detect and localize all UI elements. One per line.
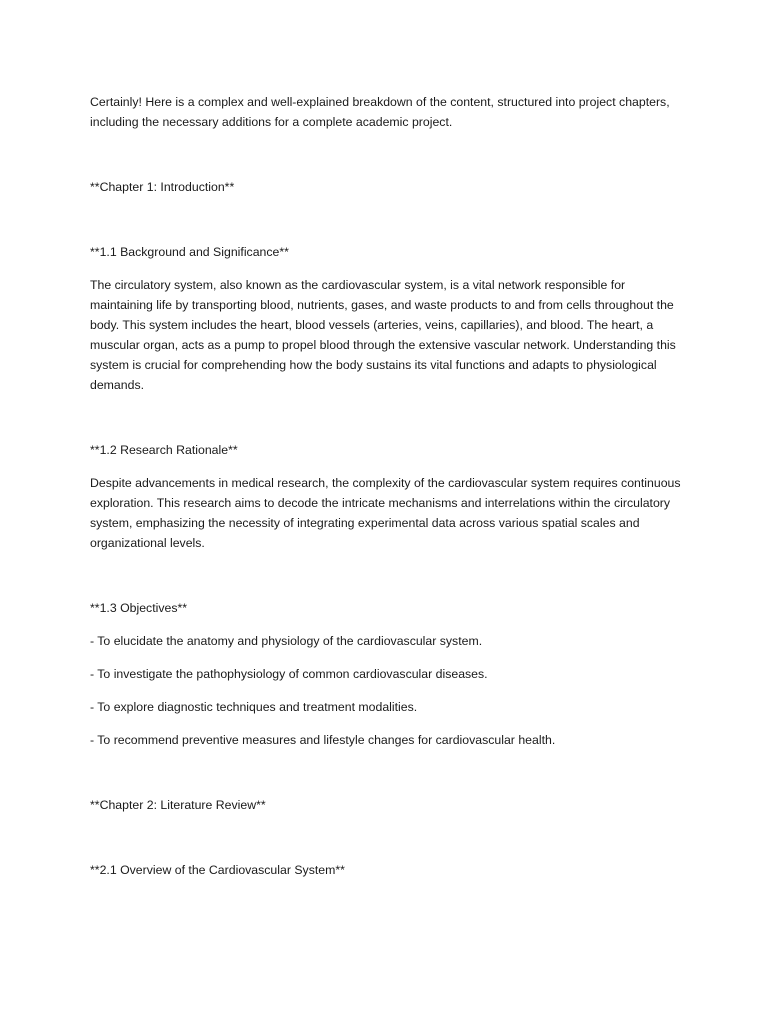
objective-item: - To explore diagnostic techniques and treatment modalities. xyxy=(90,700,418,714)
objective-item: - To recommend preventive measures and lifestyle changes for cardiovascular health. xyxy=(90,733,556,747)
section-1-2-heading: **1.2 Research Rationale** xyxy=(90,443,238,457)
section-1-3-heading: **1.3 Objectives** xyxy=(90,601,188,615)
section-1-1-heading: **1.1 Background and Significance** xyxy=(90,245,289,259)
section-1-2-body: Despite advancements in medical research, the complexity of the cardiovascular system requires continuous exploration. This research aims to decode the intricate mechanisms and interrelations within the circulatory system, emphasizing the necessity of integrating experimental data across various spatial scales and organizational levels. xyxy=(90,476,681,550)
chapter-2-heading: **Chapter 2: Literature Review** xyxy=(90,798,266,812)
intro-paragraph: Certainly! Here is a complex and well-explained breakdown of the content, structured into project chapters, including the necessary additions for a complete academic project. xyxy=(90,95,670,129)
section-1-1-body: The circulatory system, also known as the cardiovascular system, is a vital network responsible for maintaining life by transporting blood, nutrients, gases, and waste products to and from cells throughout the body. This system includes the heart, blood vessels (arteries, veins, capillaries), and blood. The heart, a muscular organ, acts as a pump to propel blood through the extensive vascular network. Understanding this system is crucial for comprehending how the body sustains its vital functions and adapts to physiological demands. xyxy=(90,278,676,392)
document-body xyxy=(90,92,685,893)
section-2-1-heading: **2.1 Overview of the Cardiovascular System** xyxy=(90,863,345,877)
chapter-1-heading: **Chapter 1: Introduction** xyxy=(90,180,235,194)
objective-item: - To investigate the pathophysiology of common cardiovascular diseases. xyxy=(90,667,488,681)
objective-item: - To elucidate the anatomy and physiology of the cardiovascular system. xyxy=(90,634,483,648)
